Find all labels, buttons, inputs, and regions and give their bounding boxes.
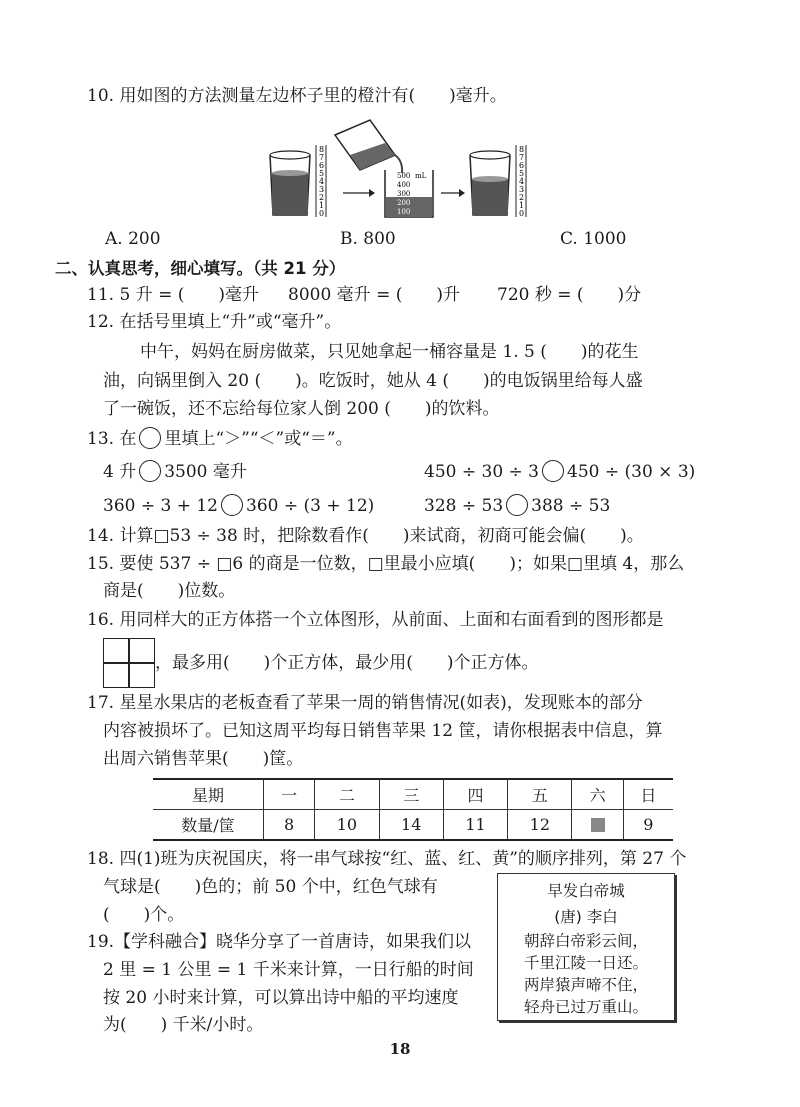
table-cell: 数量/筐 — [153, 810, 264, 841]
sales-table — [153, 778, 673, 841]
question-17: 17. 星星水果店的老板查看了苹果一周的销售情况(如表)，发现账本的部分 — [87, 693, 643, 713]
cup-tick: 4 — [319, 177, 325, 186]
ink-blot-icon — [591, 818, 605, 832]
question-13 — [87, 427, 353, 450]
poem-line: 朝辞白帝彩云间， — [523, 932, 648, 950]
beaker-tick: 100 — [397, 208, 411, 216]
compare-left: 360 ÷ 3 + 12 — [103, 496, 218, 516]
cup-tick: 7 — [319, 153, 325, 162]
table-cell: 日 — [623, 779, 673, 810]
answer-circle[interactable] — [139, 427, 161, 449]
table-cell: 9 — [623, 810, 673, 841]
question-12-line: 中午，妈妈在厨房做菜，只见她拿起一桶容量是 1. 5 ( )的花生 — [140, 342, 639, 362]
cup-tick: 5 — [519, 169, 525, 178]
poem-title: 早发白帝城 — [547, 882, 625, 900]
cup-tick: 6 — [519, 161, 525, 170]
compare-left: 4 升 — [103, 462, 137, 482]
compare-item — [424, 494, 610, 517]
compare-right: 360 ÷ (3 + 12) — [246, 496, 375, 516]
question-17-line: 内容被损坏了。已知这周平均每日销售苹果 12 筐，请你根据表中信息，算 — [103, 721, 663, 741]
compare-right: 450 ÷ (30 × 3) — [567, 462, 696, 482]
table-cell: 三 — [379, 779, 443, 810]
question-19-line: 2 里 = 1 公里 = 1 千米来计算，一日行船的时间 — [103, 960, 474, 980]
question-19: 19.【学科融合】晓华分享了一首唐诗，如果我们以 — [87, 932, 472, 952]
cup-tick: 1 — [519, 201, 525, 210]
poem-line: 千里江陵一日还。 — [523, 954, 648, 972]
table-cell: 星期 — [153, 779, 264, 810]
compare-item — [103, 494, 374, 517]
damaged-cell — [572, 810, 623, 841]
question-18: 18. 四(1)班为庆祝国庆，将一串气球按“红、蓝、红、黄”的顺序排列，第 27 个 — [87, 849, 687, 869]
compare-left: 328 ÷ 53 — [424, 496, 504, 516]
cup-tick: 8 — [519, 145, 525, 154]
question-15: 15. 要使 537 ÷ □6 的商是一位数，□里最小应填( )；如果□里填 4，那么 — [87, 554, 685, 574]
question-14: 14. 计算□53 ÷ 38 时，把除数看作( )来试商，初商可能会偏( )。 — [87, 526, 644, 546]
page-number: 18 — [389, 1040, 411, 1058]
cup-tick: 5 — [319, 169, 325, 178]
beaker-tick: 200 — [397, 199, 411, 207]
cup-tick: 2 — [319, 193, 325, 202]
left-cup — [270, 151, 310, 215]
option-c: C. 1000 — [560, 229, 627, 249]
question-18-line: ( )个。 — [103, 905, 185, 925]
poem-box — [497, 873, 675, 1021]
table-cell: 10 — [315, 810, 379, 841]
option-a: A. 200 — [105, 229, 161, 249]
answer-circle[interactable] — [542, 460, 564, 482]
table-cell: 8 — [264, 810, 315, 841]
beaker-unit: mL — [415, 172, 427, 180]
compare-left: 450 ÷ 30 ÷ 3 — [424, 462, 539, 482]
compare-item — [103, 460, 247, 483]
option-b: B. 800 — [340, 229, 396, 249]
question-17-line: 出周六销售苹果( )筐。 — [103, 749, 304, 769]
pouring-cup — [335, 120, 402, 173]
answer-circle[interactable] — [506, 494, 528, 516]
question-12-line: 了一碗饭，还不忘给每位家人倒 200 ( )的饮料。 — [103, 399, 500, 419]
arrow-right-icon — [343, 189, 375, 197]
table-header-row — [153, 779, 673, 810]
compare-item — [424, 460, 695, 483]
beaker-tick: 300 — [397, 190, 411, 198]
table-cell: 六 — [572, 779, 623, 810]
cup-tick: 3 — [319, 185, 325, 194]
cup-tick: 0 — [319, 209, 325, 218]
table-cell: 四 — [443, 779, 507, 810]
table-cell: 11 — [443, 810, 507, 841]
question-16-line: ，最多用( )个正方体，最少用( )个正方体。 — [155, 653, 539, 673]
table-cell: 一 — [264, 779, 315, 810]
cup-tick: 0 — [519, 209, 525, 218]
question-19-line: 为( ) 千米/小时。 — [103, 1015, 264, 1035]
cup-tick: 1 — [319, 201, 325, 210]
question-11-part2: 8000 毫升 = ( )升 — [288, 285, 460, 305]
question-19-line: 按 20 小时来计算，可以算出诗中船的平均速度 — [103, 988, 459, 1008]
cup-tick: 3 — [519, 185, 525, 194]
arrow-right-icon — [441, 189, 465, 197]
table-cell: 12 — [508, 810, 572, 841]
beaker-tick: 500 — [397, 172, 411, 180]
cup-tick: 2 — [519, 193, 525, 202]
square-grid-figure — [103, 638, 155, 688]
question-12: 12. 在括号里填上“升”或“毫升”。 — [87, 312, 342, 332]
section-title: 二、认真思考，细心填写。（共 21 分） — [55, 259, 346, 278]
question-13-suffix: 里填上“＞”“＜”或“＝”。 — [164, 429, 353, 449]
question-15-line: 商是( )位数。 — [103, 581, 236, 601]
answer-circle[interactable] — [221, 494, 243, 516]
measuring-diagram — [265, 115, 540, 223]
poem-author: (唐) 李白 — [554, 908, 618, 926]
compare-right: 388 ÷ 53 — [531, 496, 611, 516]
poem-line: 两岸猿声啼不住， — [523, 976, 648, 994]
question-11-part1: 11. 5 升 = ( )毫升 — [87, 285, 259, 305]
question-12-line: 油，向锅里倒入 20 ( )。吃饭时，她从 4 ( )的电饭锅里给每人盛 — [103, 371, 643, 391]
question-11-part3: 720 秒 = ( )分 — [497, 285, 642, 305]
question-18-line: 气球是( )色的；前 50 个中，红色气球有 — [103, 877, 438, 897]
question-16: 16. 用同样大的正方体搭一个立体图形，从前面、上面和右面看到的图形都是 — [87, 610, 664, 630]
table-cell: 14 — [379, 810, 443, 841]
cup-tick: 7 — [519, 153, 525, 162]
table-row — [153, 810, 673, 841]
question-10: 10. 用如图的方法测量左边杯子里的橙汁有( )毫升。 — [87, 86, 507, 106]
table-cell: 五 — [508, 779, 572, 810]
compare-right: 3500 毫升 — [164, 462, 247, 482]
question-13-prefix: 13. 在 — [87, 429, 137, 449]
right-cup — [470, 151, 510, 215]
table-cell: 二 — [315, 779, 379, 810]
cup-tick: 8 — [319, 145, 325, 154]
beaker-tick: 400 — [397, 181, 411, 189]
cup-tick: 4 — [519, 177, 525, 186]
poem-line: 轻舟已过万重山。 — [523, 998, 648, 1016]
answer-circle[interactable] — [139, 460, 161, 482]
cup-tick: 6 — [319, 161, 325, 170]
